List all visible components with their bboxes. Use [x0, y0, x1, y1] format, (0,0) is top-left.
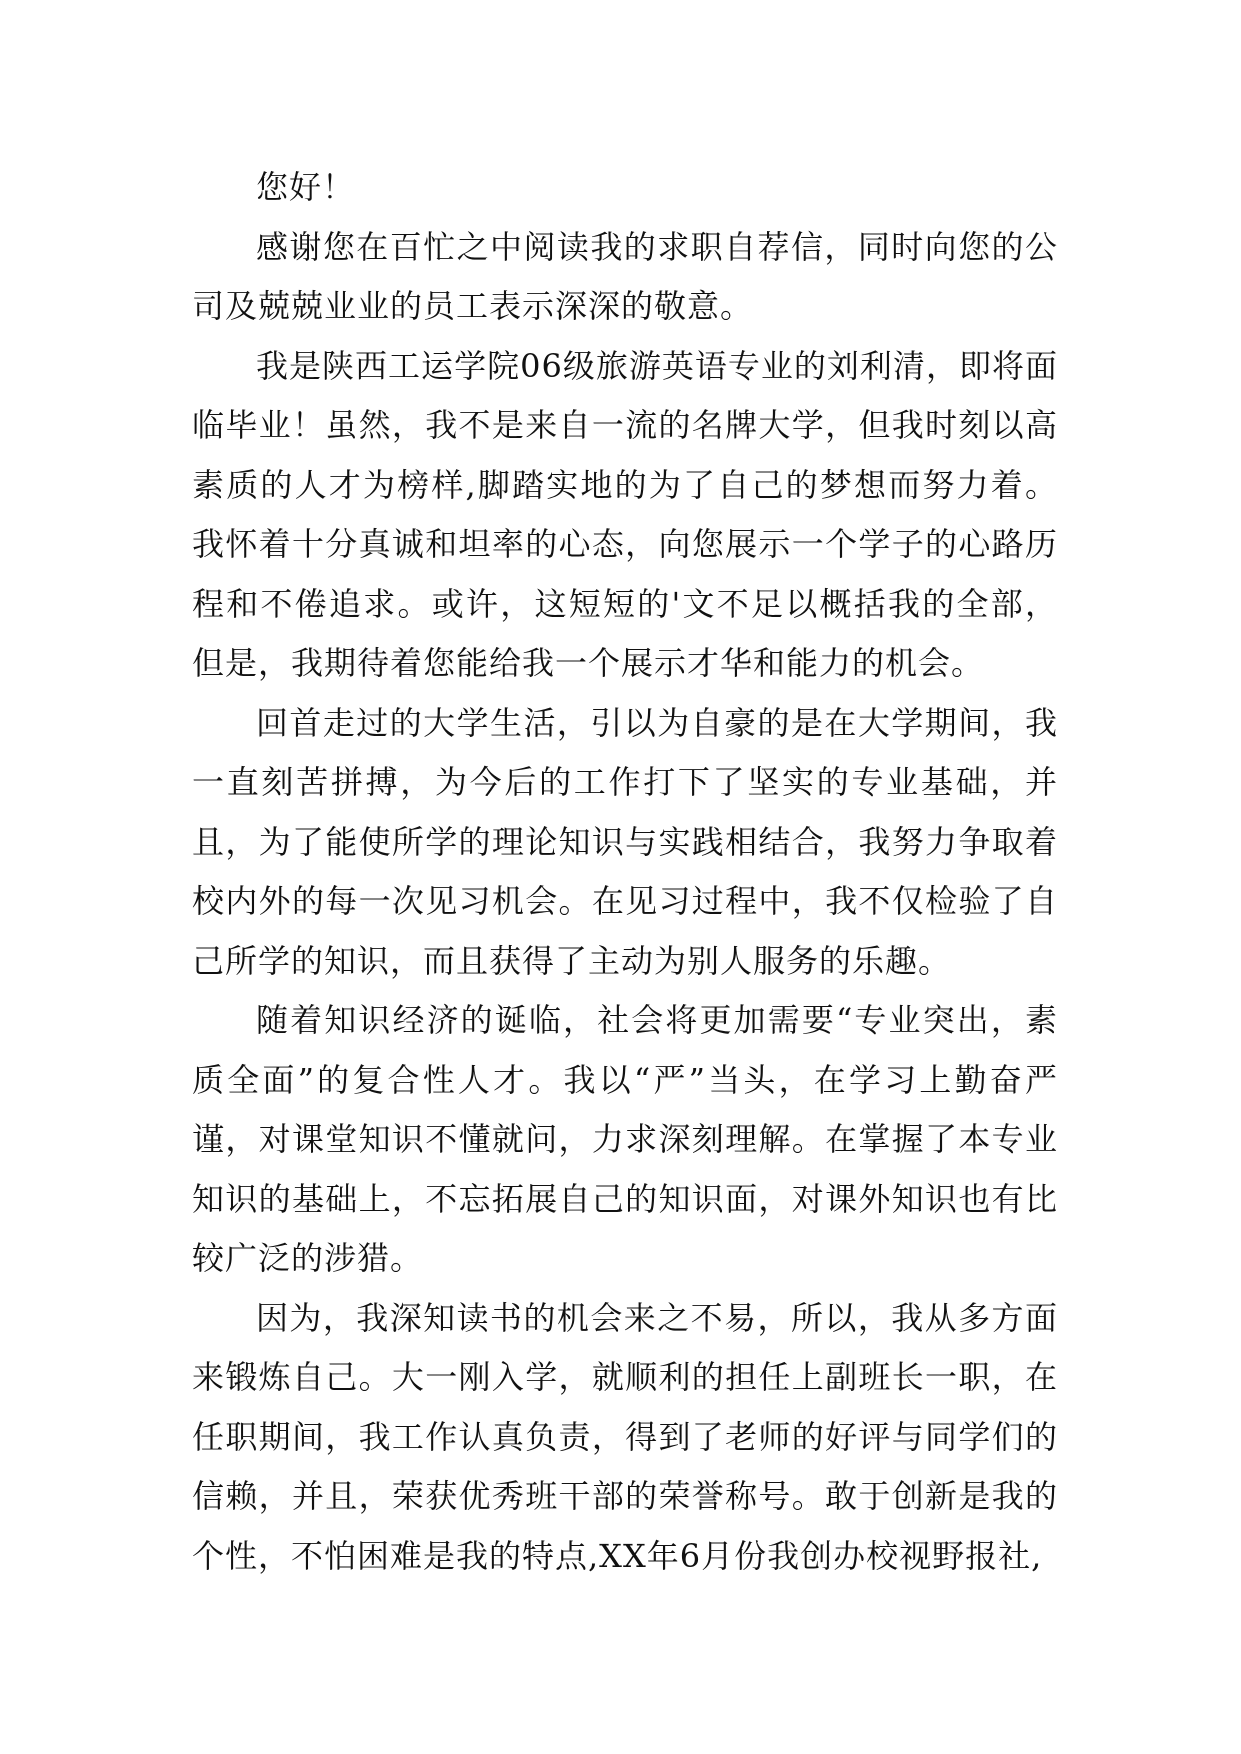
activities-paragraph: 因为，我深知读书的机会来之不易，所以，我从多方面来锻炼自己。大一刚入学，就顺利的担任上副班长一职，在任职期间，我工作认真负责，得到了老师的好评与同学们的信赖，并且，荣获优秀班干部的荣誉称号。敢于创新是我的个性，不怕困难是我的特点,XX年6月份我创办校视野报社,	[192, 1298, 1058, 1575]
greeting-paragraph: 您好！	[256, 168, 356, 206]
university-life-paragraph: 回首走过的大学生活，引以为自豪的是在大学期间，我一直刻苦拼搏，为今后的工作打下了坚实的专业基础，并且，为了能使所学的理论知识与实践相结合，我努力争取着校内外的每一次见习机会。在见习过程中，我不仅检验了自己所学的知识，而且获得了主动为别人服务的乐趣。	[192, 703, 1058, 980]
thanks-paragraph: 感谢您在百忙之中阅读我的求职自荐信，同时向您的公司及兢兢业业的员工表示深深的敬意。	[192, 227, 1058, 325]
study-paragraph: 随着知识经济的诞临，社会将更加需要“专业突出，素质全面”的复合性人才。我以“严”当头，在学习上勤奋严谨，对课堂知识不懂就问，力求深刻理解。在掌握了本专业知识的基础上，不忘拓展自己的知识面，对课外知识也有比较广泛的涉猎。	[192, 1001, 1058, 1277]
letter-body	[192, 158, 1058, 1586]
introduction-paragraph: 我是陕西工运学院06级旅游英语专业的刘利清，即将面临毕业！虽然，我不是来自一流的名牌大学，但我时刻以高素质的人才为榜样,脚踏实地的为了自己的梦想而努力着。我怀着十分真诚和坦率的心态，向您展示一个学子的心路历程和不倦追求。或许，这短短的'文不足以概括我的全部，但是，我期待着您能给我一个展示才华和能力的机会。	[192, 346, 1058, 682]
